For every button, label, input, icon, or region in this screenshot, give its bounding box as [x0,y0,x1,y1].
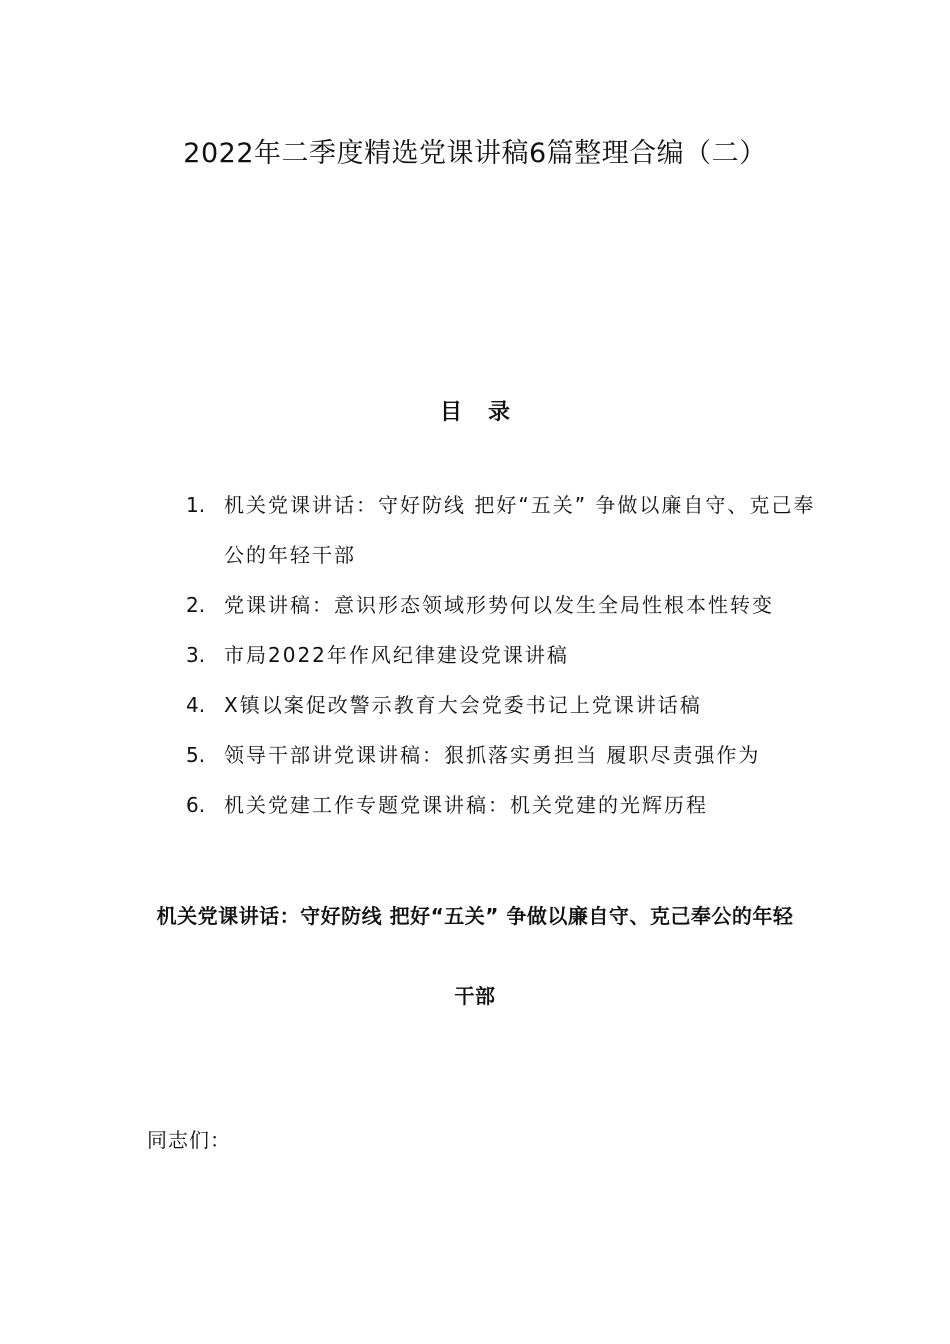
toc-item-number: 3. [186,643,206,667]
toc-item-text: 机关党建工作专题党课讲稿：机关党建的光辉历程 [224,793,708,817]
salutation: 同志们： [147,1128,231,1152]
toc-item-text: 市局2022年作风纪律建设党课讲稿 [224,643,569,667]
toc-item-5 [186,730,826,780]
toc-item-number: 4. [186,693,206,717]
toc-item-number: 1. [186,493,206,517]
toc-item-text: X镇以案促改警示教育大会党委书记上党课讲话稿 [224,693,702,717]
toc-item-3 [186,630,826,680]
section-title: 机关党课讲话：守好防线 把好“五关” 争做以廉自守、克己奉公的年轻干部 [156,904,794,1008]
toc-item-number: 5. [186,743,206,767]
toc-item-text: 领导干部讲党课讲稿：狠抓落实勇担当 履职尽责强作为 [224,743,761,767]
toc-item-6 [186,780,826,830]
toc-item-number: 6. [186,793,206,817]
toc-list [186,480,826,830]
toc-item-2 [186,580,826,630]
toc-item-text: 机关党课讲话：守好防线 把好“五关” 争做以廉自守、克己奉公的年轻干部 [224,493,816,567]
toc-heading: 目录 [439,400,536,425]
toc-item-number: 2. [186,593,206,617]
toc-item-1 [186,480,826,580]
toc-item-text: 党课讲稿：意识形态领域形势何以发生全局性根本性转变 [224,593,774,617]
toc-item-4 [186,680,826,730]
document-title: 2022年二季度精选党课讲稿6篇整理合编（二） [183,138,767,169]
